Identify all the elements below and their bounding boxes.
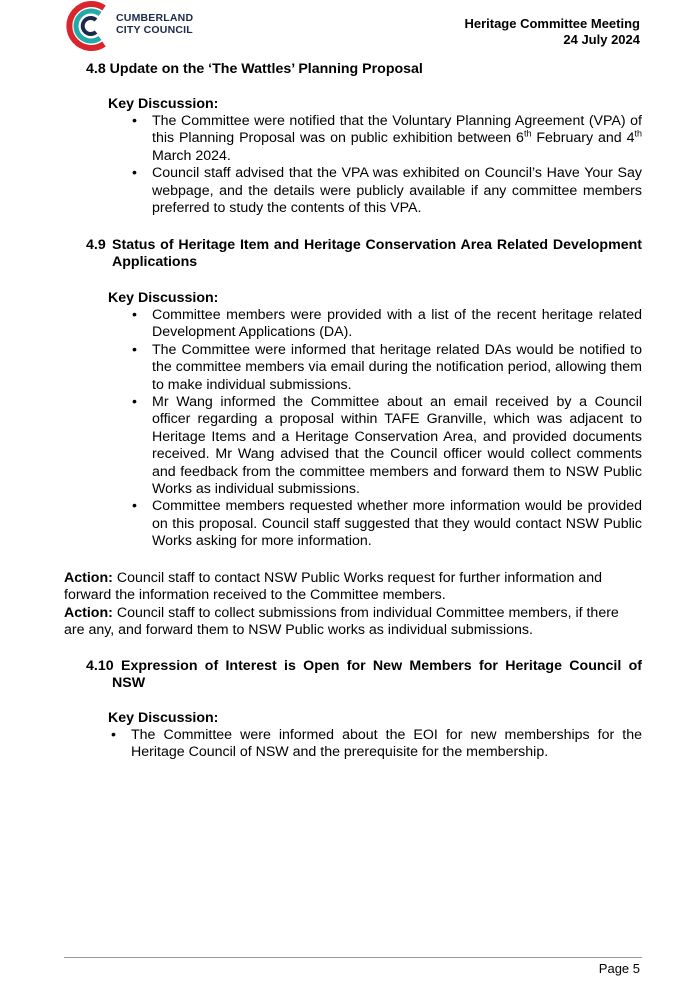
section-4-10-number: 4.10: [86, 658, 114, 674]
section-4-10-heading: Expression of Interest is Open for New Members for Heritage Council of NSW: [112, 658, 642, 692]
list-item: • Committee members requested whether more information would be provided on this proposal. Council staff suggested that they would contact NSW Public Works asking for more information.: [132, 498, 642, 550]
section-4-8-heading: 4.8 Update on the ‘The Wattles’ Planning Proposal: [86, 61, 423, 77]
list-item: • The Committee were informed that heritage related DAs would be notified to the committee members via email during the notification period, allowing them to make individual submissions.: [132, 341, 642, 393]
meeting-date: 24 July 2024: [563, 31, 640, 47]
meeting-header: [464, 16, 640, 47]
list-item: • The Committee were informed about the EOI for new memberships for the Heritage Council of NSW and the prerequisite for the membership.: [111, 727, 642, 761]
list-item: • Mr Wang informed the Committee about an email received by a Council officer regarding a proposal within TAFE Granville, which was adjacent to Heritage Items and a Heritage Conservation Area, and provided documents received. Mr Wang advised that the Council officer would collect comments and feedback from the committee members and forward them to NSW Public Works as individual submissions.: [132, 394, 642, 498]
key-discussion-label: Key Discussion:: [108, 290, 219, 306]
council-name: [116, 13, 193, 36]
action-1: Action: Council staff to contact NSW Public Works request for further information and forward the information received to the Committee members.: [64, 570, 603, 604]
list-item: • The Committee were notified that the Voluntary Planning Agreement (VPA) of this Planning Proposal was on public exhibition between 6th February and 4th March 2024.: [132, 113, 642, 164]
key-discussion-label: Key Discussion:: [108, 710, 219, 726]
section-4-9-list: [132, 307, 642, 551]
section-4-10-list: [111, 727, 642, 762]
list-item: • Council staff advised that the VPA was exhibited on Council’s Have Your Say webpage, and the details were publicly available if any committee members preferred to study the contents of this VPA.: [132, 165, 642, 217]
org-line-1: CUMBERLAND: [116, 12, 194, 24]
footer-divider: [64, 957, 642, 958]
section-4-8-list: [132, 113, 642, 217]
cumberland-logo: [64, 0, 112, 52]
section-4-9-number: 4.9: [86, 237, 106, 253]
section-4-9-heading: Status of Heritage Item and Heritage Conservation Area Related Development Applications: [112, 237, 642, 271]
action-2: Action: Council staff to collect submissions from individual Committee members, if there are any, and forward them to NSW Public works as individual submissions.: [64, 605, 619, 639]
page-number: Page 5: [598, 961, 640, 976]
list-item: • Committee members were provided with a list of the recent heritage related Development Applications (DA).: [132, 307, 642, 341]
key-discussion-label: Key Discussion:: [108, 96, 219, 112]
org-line-2: CITY COUNCIL: [116, 23, 193, 36]
meeting-title: Heritage Committee Meeting: [464, 16, 640, 31]
